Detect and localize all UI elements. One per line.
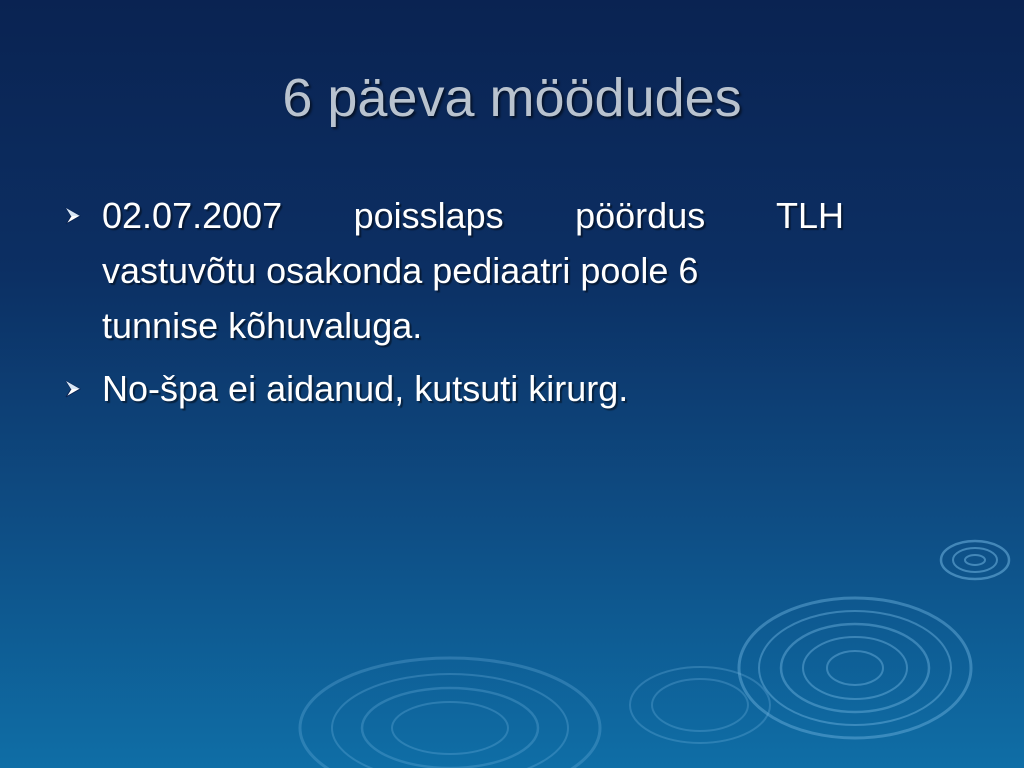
ripple-medium: [630, 667, 770, 743]
bullet-line: vastuvõtu osakonda pediaatri poole 6: [102, 250, 699, 291]
chevron-right-arrow-icon: [62, 203, 88, 229]
bullet-line: 02.07.2007 poisslaps pöördus TLH: [102, 195, 844, 236]
ripple-large: [739, 598, 971, 738]
ripple-small: [941, 541, 1009, 579]
bullet-list: [62, 188, 862, 424]
bullet-line: No-špa ei aidanud, kutsuti kirurg.: [102, 368, 629, 409]
bullet-line: tunnise kõhuvaluga.: [102, 305, 423, 346]
bullet-item: [62, 361, 862, 416]
bullet-item: [62, 188, 862, 353]
chevron-right-arrow-icon: [62, 376, 88, 402]
slide-title: 6 päeva möödudes: [282, 68, 742, 128]
ripple-bottom: [300, 658, 600, 768]
